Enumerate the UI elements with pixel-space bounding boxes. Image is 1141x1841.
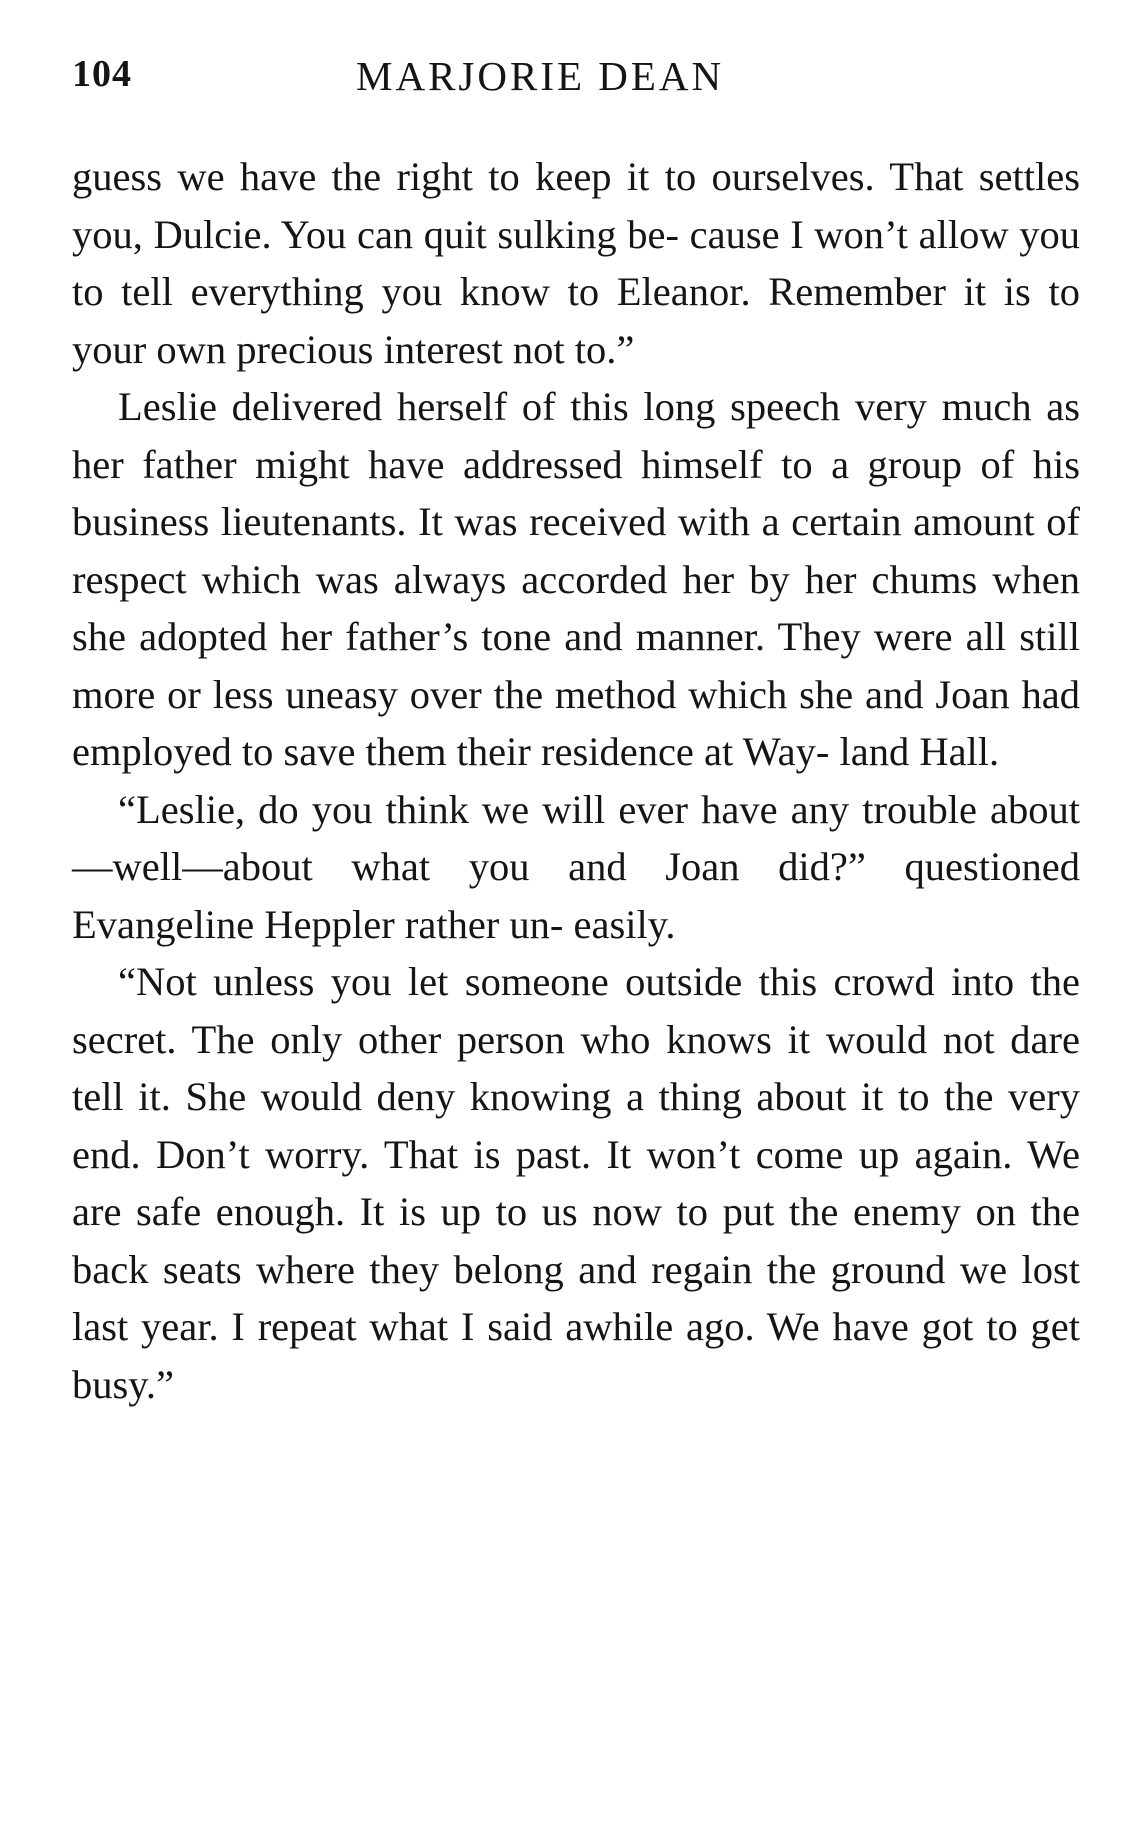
text-line: We have got to get busy.” (72, 1304, 1080, 1407)
text-line: That is past. It won’t come up again. We are safe (72, 1131, 1080, 1234)
text-line: enough. It is up to us now to put the enemy on the (215, 1189, 1081, 1234)
paragraph (72, 148, 1080, 378)
paragraph (72, 953, 1080, 1413)
text-line: land Hall. (839, 729, 1000, 774)
text-line: to Eleanor. Remember it is to your own precious (72, 269, 1080, 372)
text-line: guess we have the right to keep it to ourselves. (72, 154, 875, 199)
text-line: cause I won’t allow you to tell everything you know (72, 211, 1080, 314)
text-line: interest not to.” (383, 326, 635, 372)
text-line: did?” questioned Evangeline Heppler rather un- (72, 844, 1080, 947)
paragraph (72, 378, 1080, 781)
page-number: 104 (72, 53, 132, 95)
text-line: back seats where they belong and regain the ground (72, 1246, 946, 1292)
text-line: easily. (573, 901, 676, 947)
text-line: Leslie delivered herself of this long speech very (118, 384, 927, 429)
text-line: or less uneasy over the method which she and Joan (167, 671, 1010, 717)
running-head (72, 52, 1072, 108)
text-line: it would not dare tell it. She would deny knowing (72, 1016, 1080, 1119)
body-text (72, 148, 1080, 1413)
text-line: a group of his business lieutenants. It was received (72, 441, 1080, 544)
text-line: father’s tone and manner. They were all still more (72, 614, 1081, 717)
text-line: “Not unless you let someone outside this crowd (118, 959, 935, 1004)
text-line: much as her father might have addressed himself to (72, 384, 1081, 487)
paragraph (72, 781, 1080, 954)
text-line: That settles you, Dulcie. You can quit sulking be- (72, 154, 1080, 257)
text-line: had employed to save them their residence at Way- (72, 671, 1081, 774)
text-line: a thing about it to the very end. Don’t worry. (72, 1074, 1080, 1177)
text-line: accorded her by her chums when she adopted her (72, 556, 1081, 659)
running-title: MARJORIE DEAN (356, 53, 725, 99)
text-line: into the secret. The only other person who knows (72, 959, 1081, 1062)
text-line: with a certain amount of respect which was always (72, 499, 1081, 602)
text-line: we lost last year. I repeat what I said awhile ago. (72, 1246, 1080, 1349)
text-line: “Leslie, do you think we will ever have any (118, 786, 850, 832)
text-line: trouble about—well—about what you and Joan (72, 786, 1081, 889)
